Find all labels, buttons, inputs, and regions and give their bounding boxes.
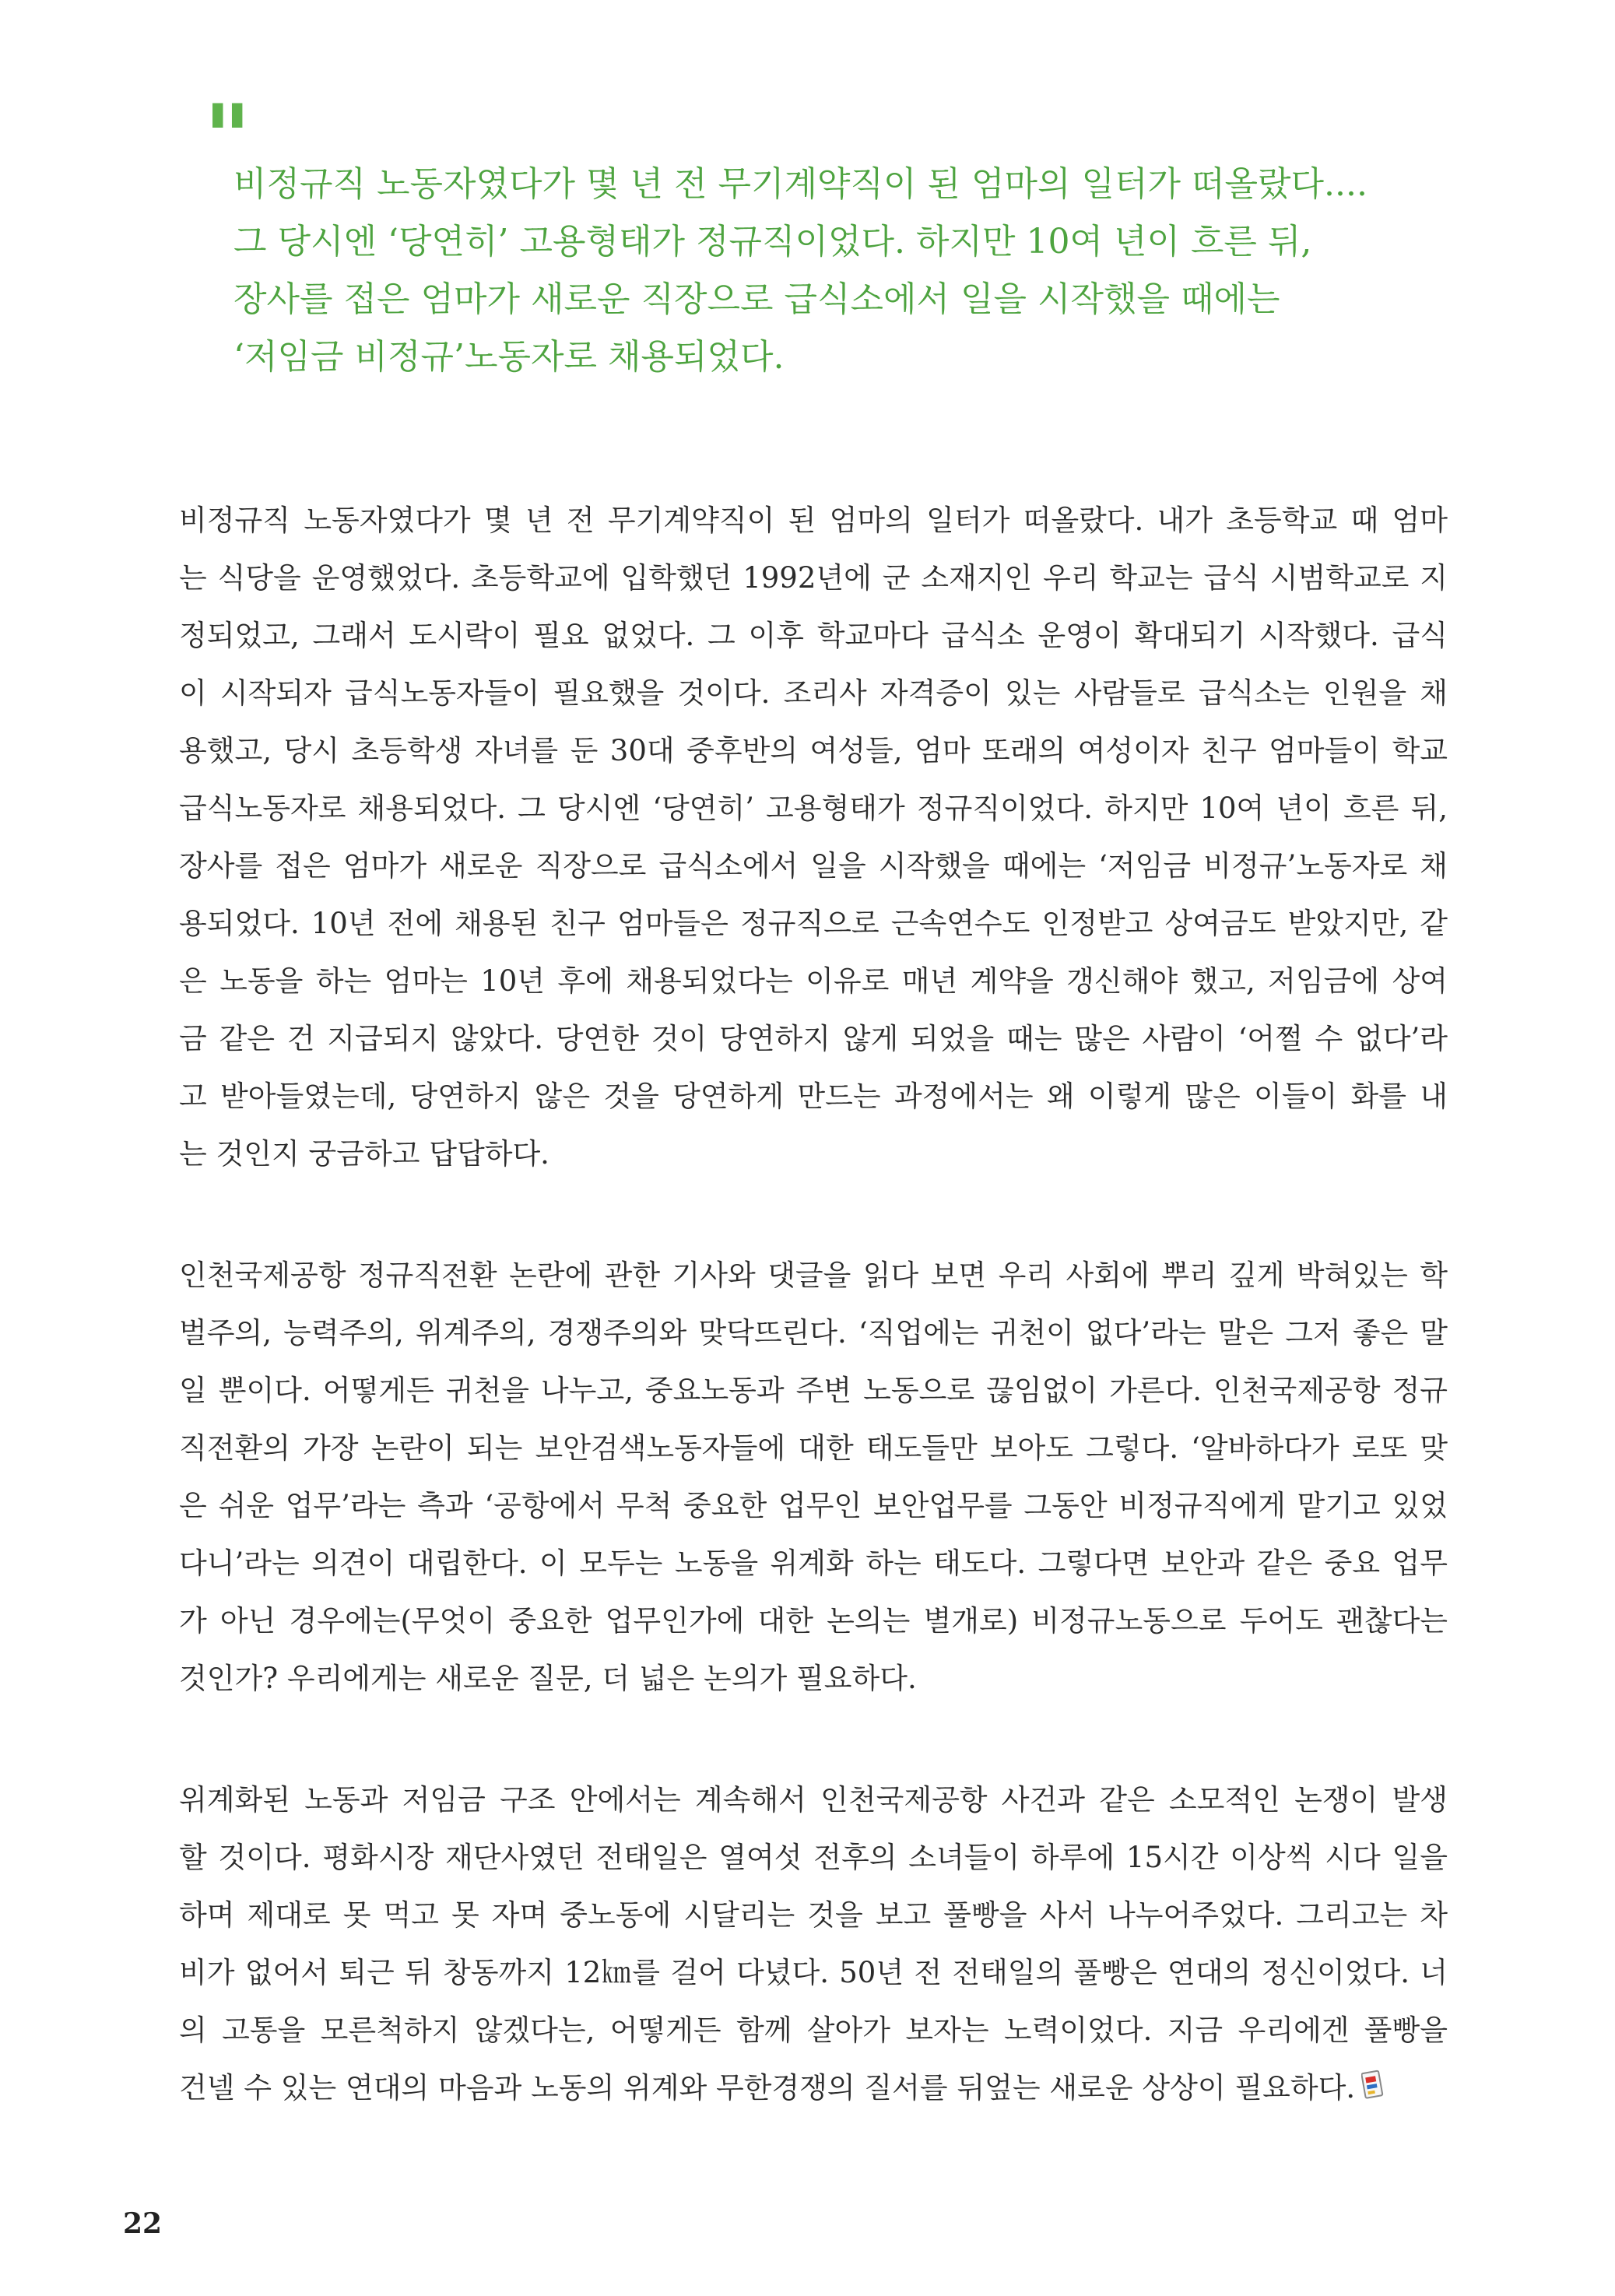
- text-line: 은 쉬운 업무’라는 측과 ‘공항에서 무척 중요한 업무인 보안업무를 그동안 비정규직에게 맡기고 있었: [179, 1489, 1448, 1522]
- body-text: [179, 492, 1448, 2117]
- text-line: 것인가? 우리에게는 새로운 질문, 더 넓은 논의가 필요하다.: [179, 1662, 917, 1695]
- text-line: 는 식당을 운영했었다. 초등학교에 입학했던 1992년에 군 소재지인 우리 학교는 급식 시범학교로 지: [179, 561, 1448, 595]
- text-line: 할 것이다. 평화시장 재단사였던 전태일은 열여섯 전후의 소녀들이 하루에 15시간 이상씩 시다 일을: [179, 1841, 1448, 1874]
- text-line: 다니’라는 의견이 대립한다. 이 모두는 노동을 위계화 하는 태도다. 그렇다면 보안과 같은 중요 업무: [179, 1546, 1448, 1580]
- pull-quote-line: ‘저임금 비정규’노동자로 채용되었다.: [233, 337, 785, 377]
- text-line: 가 아닌 경우에는(무엇이 중요한 업무인가에 대한 논의는 별개로) 비정규노동으로 두어도 괜찮다는: [179, 1604, 1448, 1638]
- text-line: 위계화된 노동과 저임금 구조 안에서는 계속해서 인천국제공항 사건과 같은 소모적인 논쟁이 발생: [179, 1783, 1448, 1817]
- text-line: [179, 2059, 1448, 2117]
- magazine-end-mark-icon: [1361, 2063, 1385, 2120]
- text-line: 이 시작되자 급식노동자들이 필요했을 것이다. 조리사 자격증이 있는 사람들로 급식소는 인원을 채: [179, 676, 1448, 710]
- text-line-content: 건넬 수 있는 연대의 마음과 노동의 위계와 무한경쟁의 질서를 뒤엎는 새로운 상상이 필요하다.: [179, 2071, 1356, 2105]
- text-line: 장사를 접은 엄마가 새로운 직장으로 급식소에서 일을 시작했을 때에는 ‘저임금 비정규’노동자로 채: [179, 849, 1448, 883]
- text-line: 는 것인지 궁금하고 답답하다.: [179, 1137, 549, 1171]
- paragraph: [179, 1247, 1448, 1708]
- text-line: 고 받아들였는데, 당연하지 않은 것을 당연하게 만드는 과정에서는 왜 이렇게 많은 이들이 화를 내: [179, 1080, 1448, 1113]
- text-line: 금 같은 건 지급되지 않았다. 당연한 것이 당연하지 않게 되었을 때는 많은 사람이 ‘어쩔 수 없다’라: [179, 1022, 1448, 1055]
- text-line: 일 뿐이다. 어떻게든 귀천을 나누고, 중요노동과 주변 노동으로 끊임없이 가른다. 인천국제공항 정규: [179, 1374, 1448, 1407]
- text-line: 용되었다. 10년 전에 채용된 친구 엄마들은 정규직으로 근속연수도 인정받고 상여금도 받았지만, 같: [179, 907, 1448, 940]
- paragraph: [179, 1771, 1448, 2117]
- text-line: 의 고통을 모른척하지 않겠다는, 어떻게든 함께 살아가 보자는 노력이었다. 지금 우리에겐 풀빵을: [179, 2013, 1448, 2047]
- text-line: 벌주의, 능력주의, 위계주의, 경쟁주의와 맞닥뜨린다. ‘직업에는 귀천이 없다’라는 말은 그저 좋은 말: [179, 1316, 1448, 1350]
- text-line: 용했고, 당시 초등학생 자녀를 둔 30대 중후반의 여성들, 엄마 또래의 여성이자 친구 엄마들이 학교: [179, 734, 1448, 767]
- pull-quote-line: 장사를 접은 엄마가 새로운 직장으로 급식소에서 일을 시작했을 때에는: [233, 279, 1280, 319]
- text-line: 직전환의 가장 논란이 되는 보안검색노동자들에 대한 태도들만 보아도 그렇다. ‘알바하다가 로또 맞: [179, 1431, 1448, 1465]
- text-line: 정되었고, 그래서 도시락이 필요 없었다. 그 이후 학교마다 급식소 운영이 확대되기 시작했다. 급식: [179, 619, 1448, 652]
- text-line: 급식노동자로 채용되었다. 그 당시엔 ‘당연히’ 고용형태가 정규직이었다. 하지만 10여 년이 흐른 뒤,: [179, 792, 1448, 825]
- pull-quote: [233, 156, 1494, 386]
- quote-mark: ": [204, 86, 247, 191]
- text-line: 인천국제공항 정규직전환 논란에 관한 기사와 댓글을 읽다 보면 우리 사회에 뿌리 깊게 박혀있는 학: [179, 1259, 1448, 1292]
- text-line: 비정규직 노동자였다가 몇 년 전 무기계약직이 된 엄마의 일터가 떠올랐다. 내가 초등학교 때 엄마: [179, 504, 1448, 537]
- text-line: 하며 제대로 못 먹고 못 자며 중노동에 시달리는 것을 보고 풀빵을 사서 나누어주었다. 그리고는 차: [179, 1898, 1448, 1932]
- text-line: 은 노동을 하는 엄마는 10년 후에 채용되었다는 이유로 매년 계약을 갱신해야 했고, 저임금에 상여: [179, 964, 1448, 998]
- text-line: 비가 없어서 퇴근 뒤 창동까지 12㎞를 걸어 다녔다. 50년 전 전태일의 풀빵은 연대의 정신이었다. 너: [179, 1956, 1448, 1989]
- pull-quote-line: 비정규직 노동자였다가 몇 년 전 무기계약직이 된 엄마의 일터가 떠올랐다....: [233, 164, 1367, 204]
- pull-quote-line: 그 당시엔 ‘당연히’ 고용형태가 정규직이었다. 하지만 10여 년이 흐른 뒤,: [233, 222, 1312, 262]
- page-number: 22: [123, 2207, 163, 2240]
- paragraph: [179, 492, 1448, 1183]
